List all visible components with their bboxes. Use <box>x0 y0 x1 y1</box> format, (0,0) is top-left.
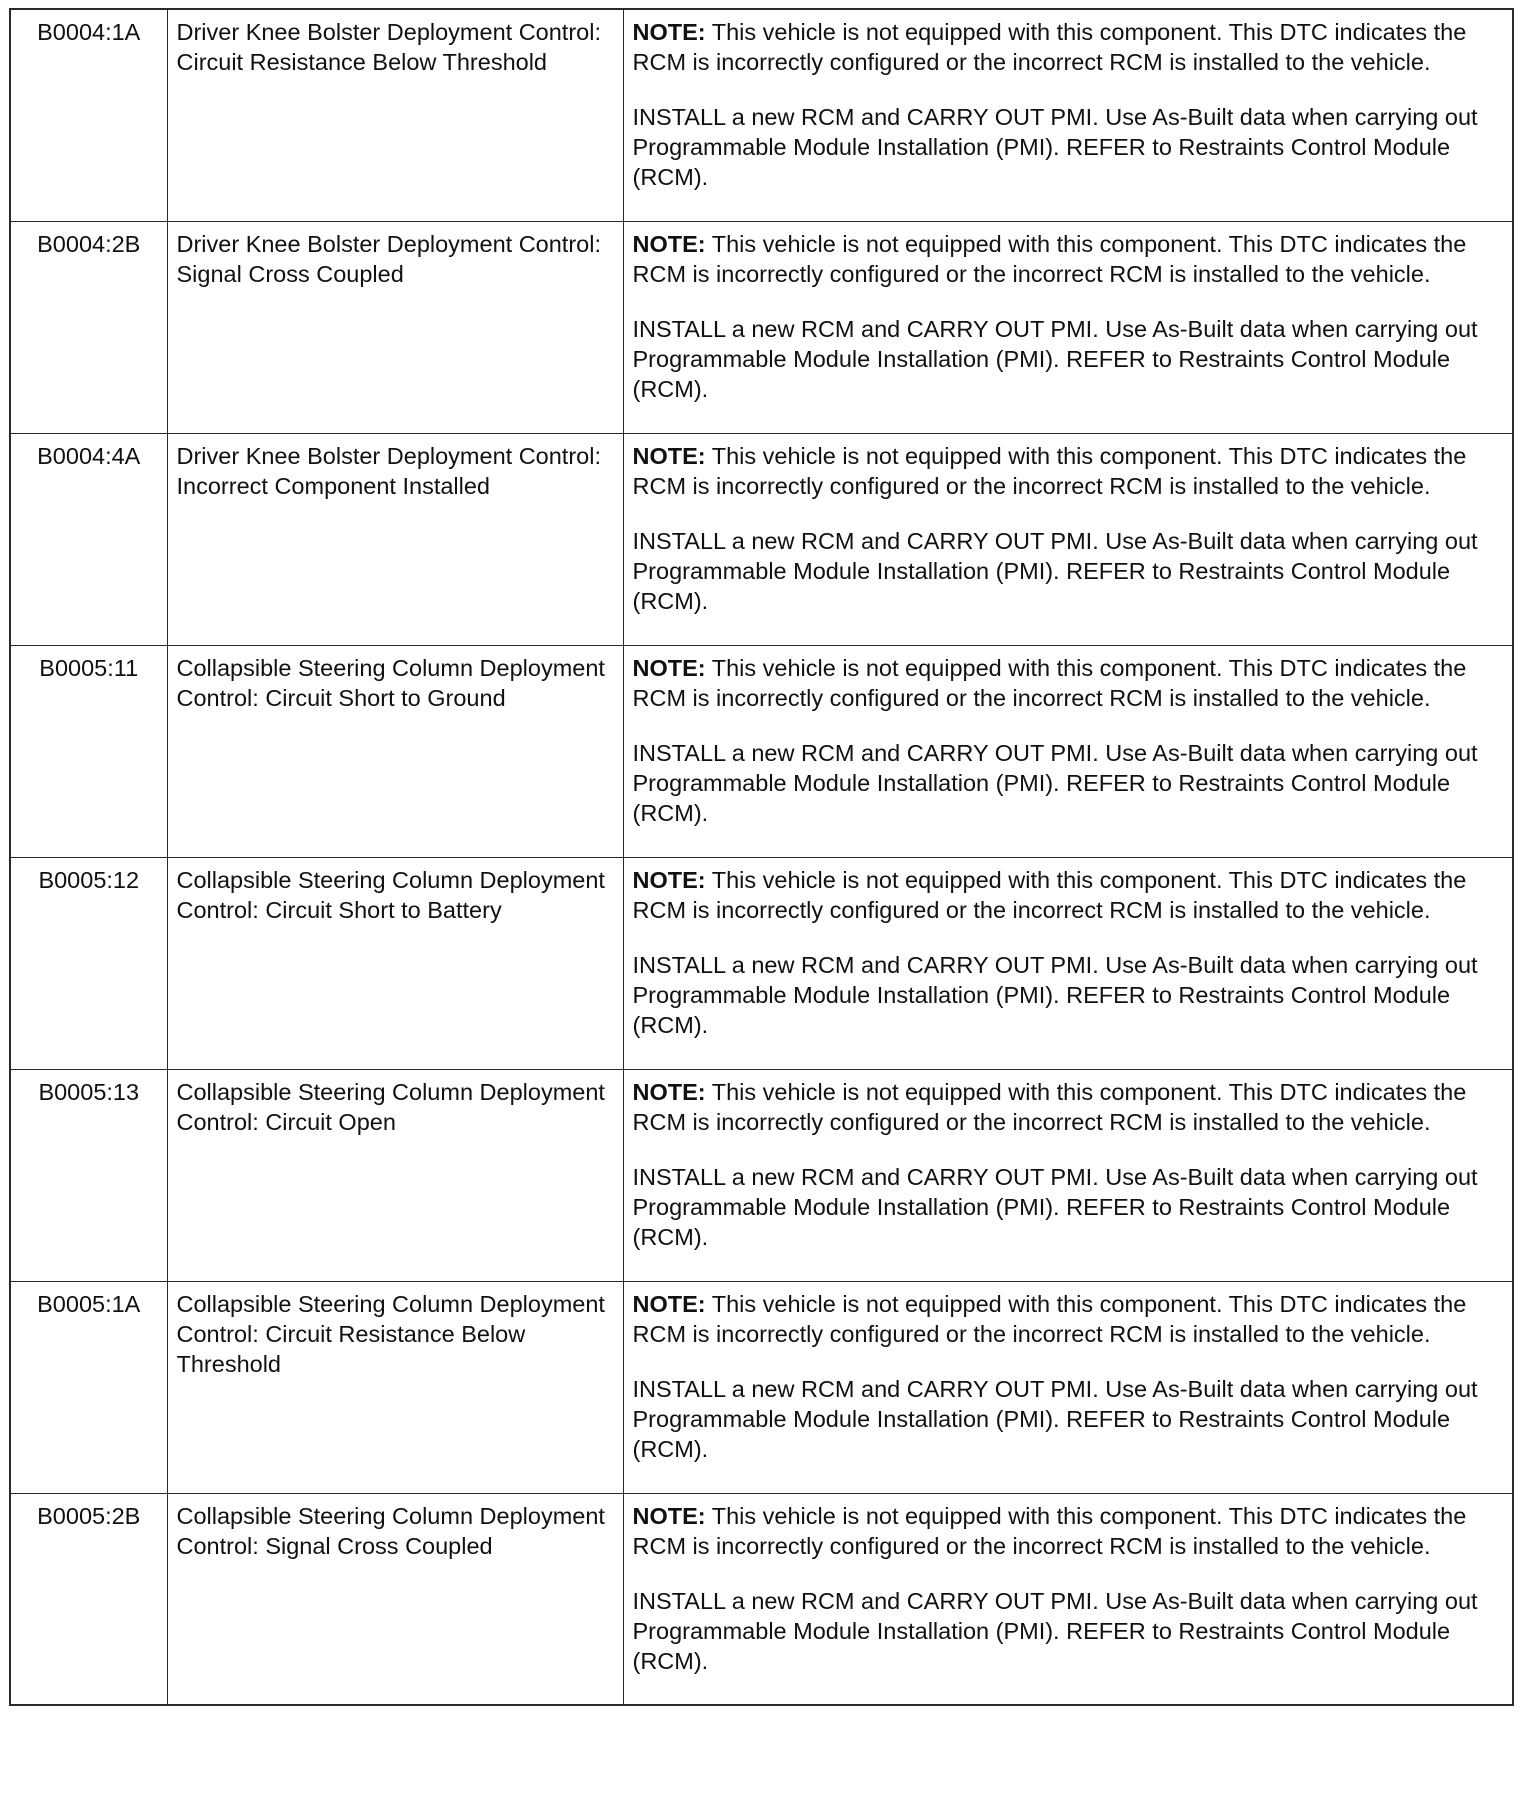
note-text: This vehicle is not equipped with this component. This DTC indicates the RCM is incorrectly configured or the incorrect RCM is installed to the vehicle. <box>632 19 1467 75</box>
note-label: NOTE: <box>632 442 706 469</box>
note-label: NOTE: <box>632 230 706 257</box>
action-text: INSTALL a new RCM and CARRY OUT PMI. Use As-Built data when carrying out Programmable Module Installation (PMI). REFER to Restraints Control Module (RCM). <box>632 1375 1478 1462</box>
table-row <box>10 1493 1513 1705</box>
action-cell <box>623 857 1513 1069</box>
note-paragraph <box>633 1289 1505 1349</box>
note-paragraph <box>633 229 1505 289</box>
action-text: INSTALL a new RCM and CARRY OUT PMI. Use As-Built data when carrying out Programmable Module Installation (PMI). REFER to Restraints Control Module (RCM). <box>632 739 1478 826</box>
action-cell <box>623 645 1513 857</box>
action-cell <box>623 1281 1513 1493</box>
action-cell <box>623 221 1513 433</box>
table-row <box>10 857 1513 1069</box>
dtc-table <box>9 8 1514 1706</box>
note-paragraph <box>633 17 1505 77</box>
note-text: This vehicle is not equipped with this component. This DTC indicates the RCM is incorrectly configured or the incorrect RCM is installed to the vehicle. <box>632 1290 1467 1347</box>
table-row <box>10 645 1513 857</box>
note-text: This vehicle is not equipped with this component. This DTC indicates the RCM is incorrectly configured or the incorrect RCM is installed to the vehicle. <box>632 654 1467 711</box>
note-paragraph <box>633 653 1505 713</box>
action-cell <box>623 433 1513 645</box>
note-label: NOTE: <box>632 19 706 45</box>
note-paragraph <box>633 441 1505 501</box>
action-text: INSTALL a new RCM and CARRY OUT PMI. Use As-Built data when carrying out Programmable Module Installation (PMI). REFER to Restraints Control Module (RCM). <box>632 527 1478 614</box>
note-text: This vehicle is not equipped with this component. This DTC indicates the RCM is incorrectly configured or the incorrect RCM is installed to the vehicle. <box>632 442 1467 499</box>
dtc-code: B0004:4A <box>10 433 167 645</box>
dtc-code: B0005:11 <box>10 645 167 857</box>
table-row <box>10 9 1513 221</box>
dtc-description: Collapsible Steering Column Deployment Control: Circuit Resistance Below Threshold <box>167 1281 623 1493</box>
note-label: NOTE: <box>632 1078 706 1105</box>
dtc-description: Driver Knee Bolster Deployment Control: Signal Cross Coupled <box>167 221 623 433</box>
note-text: This vehicle is not equipped with this component. This DTC indicates the RCM is incorrectly configured or the incorrect RCM is installed to the vehicle. <box>632 230 1467 287</box>
table-row <box>10 1069 1513 1281</box>
note-text: This vehicle is not equipped with this component. This DTC indicates the RCM is incorrectly configured or the incorrect RCM is installed to the vehicle. <box>632 1502 1467 1559</box>
action-text: INSTALL a new RCM and CARRY OUT PMI. Use As-Built data when carrying out Programmable Module Installation (PMI). REFER to Restraints Control Module (RCM). <box>632 315 1478 402</box>
dtc-code: B0005:13 <box>10 1069 167 1281</box>
action-text: INSTALL a new RCM and CARRY OUT PMI. Use As-Built data when carrying out Programmable Module Installation (PMI). REFER to Restraints Control Module (RCM). <box>632 1163 1478 1250</box>
note-text: This vehicle is not equipped with this component. This DTC indicates the RCM is incorrectly configured or the incorrect RCM is installed to the vehicle. <box>632 866 1467 923</box>
dtc-code: B0005:1A <box>10 1281 167 1493</box>
dtc-code: B0004:1A <box>10 9 167 221</box>
dtc-description: Collapsible Steering Column Deployment Control: Circuit Short to Battery <box>167 857 623 1069</box>
dtc-code: B0005:12 <box>10 857 167 1069</box>
action-cell <box>623 1493 1513 1705</box>
note-label: NOTE: <box>632 1290 706 1317</box>
dtc-description: Driver Knee Bolster Deployment Control: Incorrect Component Installed <box>167 433 623 645</box>
note-paragraph <box>633 865 1505 925</box>
table-row <box>10 1281 1513 1493</box>
table-row <box>10 433 1513 645</box>
dtc-code: B0004:2B <box>10 221 167 433</box>
action-text: INSTALL a new RCM and CARRY OUT PMI. Use As-Built data when carrying out Programmable Module Installation (PMI). REFER to Restraints Control Module (RCM). <box>632 104 1478 190</box>
note-label: NOTE: <box>632 1502 706 1529</box>
note-label: NOTE: <box>632 866 706 893</box>
action-text: INSTALL a new RCM and CARRY OUT PMI. Use As-Built data when carrying out Programmable Module Installation (PMI). REFER to Restraints Control Module (RCM). <box>632 1587 1478 1674</box>
dtc-description: Driver Knee Bolster Deployment Control: Circuit Resistance Below Threshold <box>167 9 623 221</box>
action-cell <box>623 1069 1513 1281</box>
dtc-description: Collapsible Steering Column Deployment Control: Circuit Open <box>167 1069 623 1281</box>
table-row <box>10 221 1513 433</box>
dtc-description: Collapsible Steering Column Deployment Control: Circuit Short to Ground <box>167 645 623 857</box>
action-text: INSTALL a new RCM and CARRY OUT PMI. Use As-Built data when carrying out Programmable Module Installation (PMI). REFER to Restraints Control Module (RCM). <box>632 951 1478 1038</box>
action-cell <box>623 9 1513 221</box>
note-label: NOTE: <box>632 654 706 681</box>
dtc-code: B0005:2B <box>10 1493 167 1705</box>
note-paragraph <box>633 1501 1505 1561</box>
dtc-description: Collapsible Steering Column Deployment Control: Signal Cross Coupled <box>167 1493 623 1705</box>
note-text: This vehicle is not equipped with this component. This DTC indicates the RCM is incorrectly configured or the incorrect RCM is installed to the vehicle. <box>632 1078 1467 1135</box>
note-paragraph <box>633 1077 1505 1137</box>
